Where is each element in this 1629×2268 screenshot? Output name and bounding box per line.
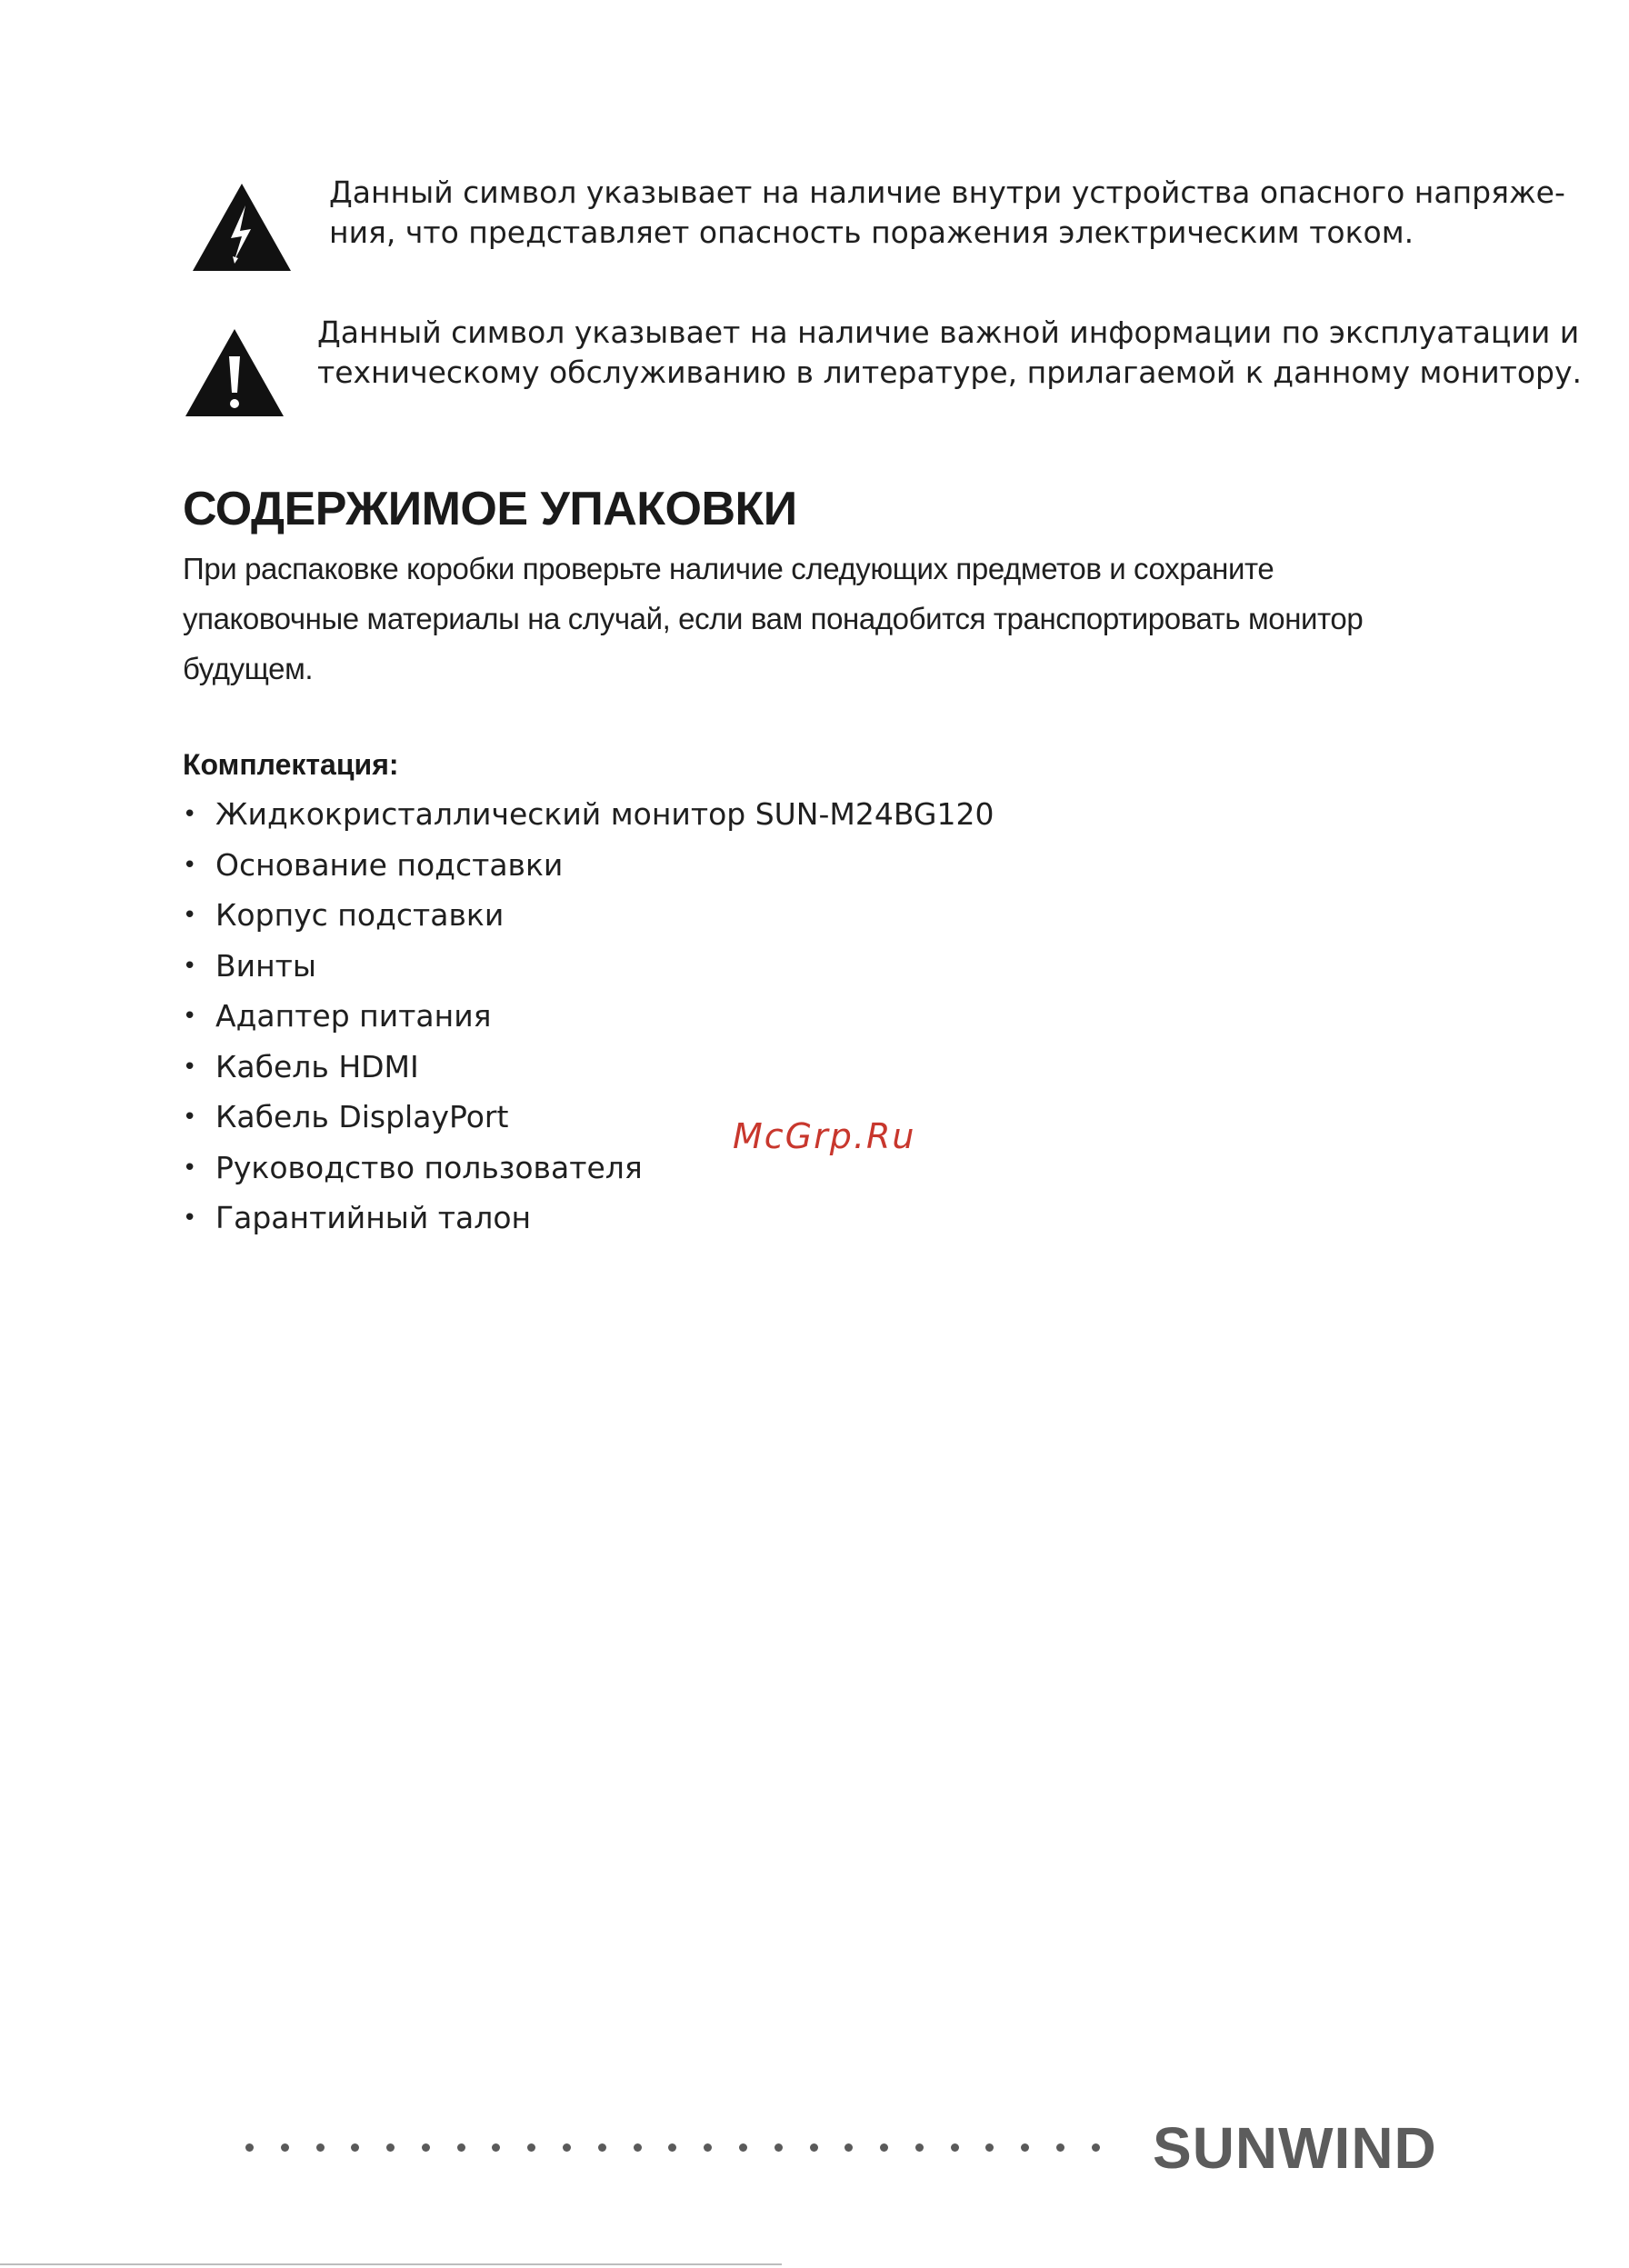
- bullet: •: [183, 1053, 197, 1081]
- footer-dot: [844, 2143, 853, 2152]
- list-item-text: Адаптер питания: [215, 998, 492, 1034]
- bullet: •: [183, 801, 197, 828]
- kit-heading: Комплектация:: [183, 748, 399, 781]
- warning-voltage-line-1: Данный символ указывает на наличие внутри устройства опасного напряже-: [329, 175, 1565, 210]
- brand-logo: SUNWIND: [1153, 2115, 1437, 2181]
- bullet: •: [183, 1003, 197, 1030]
- bullet: •: [183, 1204, 197, 1232]
- footer-dot: [492, 2143, 500, 2152]
- warning-info-text: [317, 313, 1582, 393]
- footer-dot: [422, 2143, 430, 2152]
- list-item-text: Основание подставки: [215, 846, 564, 883]
- intro-line-3: будущем.: [183, 652, 314, 685]
- intro-line-2: упаковочные материалы на случай, если вам понадобится транспортировать монитор: [183, 602, 1364, 635]
- footer-dot: [775, 2143, 783, 2152]
- footer-dot: [316, 2143, 325, 2152]
- warning-voltage-line-2: ния, что представляет опасность поражения электрическим током.: [329, 215, 1414, 250]
- footer-dot: [457, 2143, 465, 2152]
- intro-paragraph: [183, 544, 1455, 694]
- footer-dot: [351, 2143, 359, 2152]
- lightning-warning-icon: [191, 182, 293, 273]
- list-item-text: Гарантийный талон: [215, 1200, 532, 1235]
- footer-dot-leader: [245, 2140, 1100, 2154]
- footer-dot: [668, 2143, 676, 2152]
- bullet: •: [183, 952, 197, 980]
- footer-dot: [704, 2143, 712, 2152]
- footer-dot: [1056, 2143, 1064, 2152]
- list-item-text: Жидкокристаллический монитор SUN-M24BG120: [215, 796, 994, 832]
- footer-dot: [810, 2143, 818, 2152]
- watermark: McGrp.Ru: [733, 1116, 916, 1156]
- footer-dot: [563, 2143, 571, 2152]
- intro-line-1: При распаковке коробки проверьте наличие следующих предметов и сохраните: [183, 552, 1274, 585]
- footer-dot: [598, 2143, 606, 2152]
- page-bottom-rule: [0, 2263, 782, 2265]
- bullet: •: [183, 1104, 197, 1131]
- bullet: •: [183, 1154, 197, 1182]
- list-item-text: Кабель HDMI: [215, 1048, 419, 1084]
- footer-dot: [951, 2143, 959, 2152]
- bullet: •: [183, 902, 197, 929]
- footer-dot: [281, 2143, 289, 2152]
- bullet: •: [183, 851, 197, 879]
- list-item-text: Винты: [215, 947, 316, 984]
- footer-dot: [527, 2143, 535, 2152]
- footer-dot: [386, 2143, 395, 2152]
- exclamation-warning-icon: [184, 327, 285, 418]
- footer-dot: [1021, 2143, 1029, 2152]
- list-item-text: Кабель DisplayPort: [215, 1099, 509, 1134]
- footer-dot: [880, 2143, 888, 2152]
- warning-voltage-text: [329, 173, 1565, 253]
- section-title: СОДЕРЖИМОЕ УПАКОВКИ: [183, 483, 797, 535]
- list-item-text: Руководство пользователя: [215, 1149, 643, 1185]
- footer-dot: [985, 2143, 994, 2152]
- list-item-text: Корпус подставки: [215, 897, 505, 933]
- footer-dot: [1092, 2143, 1100, 2152]
- warning-info-line-1: Данный символ указывает на наличие важной информации по эксплуатации и: [317, 315, 1580, 350]
- footer-dot: [245, 2143, 254, 2152]
- footer-dot: [915, 2143, 924, 2152]
- footer-dot: [634, 2143, 642, 2152]
- warning-info-line-2: техническому обслуживанию в литературе, прилагаемой к данному монитору.: [317, 355, 1583, 390]
- footer-dot: [739, 2143, 747, 2152]
